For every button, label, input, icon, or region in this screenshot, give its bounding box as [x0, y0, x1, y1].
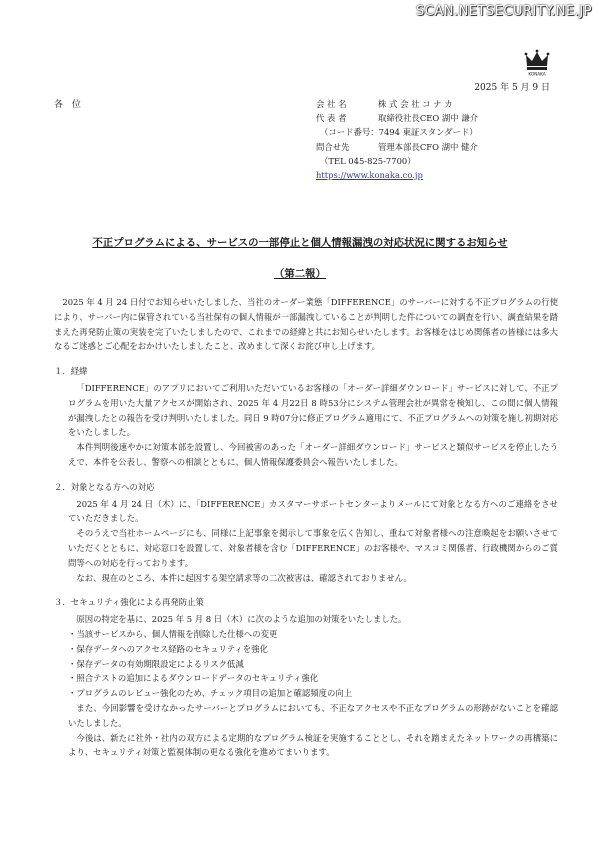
contact-row — [316, 140, 478, 154]
section-heading: １．経緯 — [54, 366, 88, 377]
company-name-row — [316, 97, 478, 111]
measure-item: ・保存データへのアクセス経路のセキュリティを強化 — [68, 643, 268, 654]
measures-list — [54, 627, 558, 701]
section-background — [54, 364, 558, 470]
notice-body — [54, 295, 558, 760]
company-url-link[interactable]: https://www.konaka.co.jp — [316, 170, 423, 181]
section-lead: 原因の特定を基に、2025 年 5 月 8 日（木）に次のような追加の対策をいたしました。 — [76, 614, 407, 625]
company-name-label: 会 社 名 — [316, 99, 347, 109]
contact-value: 管理本部長CFO 湖中 健介 — [378, 141, 478, 152]
section-heading: ２．対象となる方への対応 — [54, 481, 155, 492]
measure-item: ・当該サービスから、個人情報を削除した仕様への変更 — [68, 628, 278, 639]
company-name-value: 株 式 会 社 コ ナ カ — [378, 99, 453, 109]
section-paragraph: 2025 年 4 月 24 日（木）に、「DIFFERENCE」カスタマーサポートセンターよりメールにて対象となる方へのご連絡をさせていただきました。 — [68, 498, 558, 524]
representative-label: 代 表 者 — [316, 113, 347, 124]
measure-item: ・プログラムのレビュー強化のため、チェック項目の追加と確認頻度の向上 — [68, 688, 353, 699]
section-heading: ３．セキュリティ強化による再発防止策 — [54, 597, 204, 608]
document-date: 2025 年 5 月 9 日 — [474, 83, 550, 93]
representative-value: 取締役社長CEO 湖中 謙介 — [378, 113, 479, 124]
section-paragraph: 「DIFFERENCE」のアプリにおいてご利用いただいているお客様の「オーダー詳細ダウンロード」サービスに対して、不正プログラムを用いた大量アクセスが開始され、2025 年 4 月22日 8 時53分にシステム管理会社が異常を検知し、この間に個人情報が漏洩したとの報告を受け判明いたしました。同日 9 時07分に修正プログラム適用にて、不正プログラムへの対策を施し初期対応をいたしました。 — [68, 382, 558, 438]
section-paragraph: 今後は、新たに社外・社内の双方による定期的なプログラム検証を実施することとし、それを踏まえたネットワークの再構築により、セキュリティ対策と監視体制の更なる強化を進めてまいります。 — [68, 732, 558, 758]
section-paragraph: 本件判明後速やかに対策本部を設置し、今回被害のあった「オーダー詳細ダウンロード」サービスと類似サービスを停止したうえで、本件を公表し、警察への相談とともに、個人情報保護委員会へ報告いたしました。 — [68, 442, 558, 467]
measure-item: ・照合テストの追加によるダウンロードデータのセキュリティ強化 — [68, 673, 319, 684]
logo-text: KONAKA — [528, 71, 546, 76]
representative-row — [316, 111, 478, 125]
section-paragraph: なお、現在のところ、本件に起因する架空請求等の二次被害は、確認されておりません。 — [76, 572, 412, 583]
stock-code: （コード番号：7494 東証スタンダード） — [320, 127, 478, 138]
contact-label: 問合せ先 — [316, 141, 350, 152]
notice-subtitle: （第二報） — [274, 268, 326, 280]
site-watermark: SCAN.NETSECURITY.NE.JP — [415, 4, 592, 19]
addressee: 各 位 — [54, 100, 84, 110]
section-affected-response — [54, 480, 558, 586]
notice-title: 不正プログラムによる、サービスの一部停止と個人情報漏洩の対応状況に関するお知らせ — [92, 237, 508, 249]
measure-item: ・保存データの有効期限設定によるリスク低減 — [68, 658, 244, 669]
section-paragraph: また、今回影響を受けなかったサーバーとプログラムにおいても、不正なアクセスや不正なプログラムの形跡がないことを確認いたしました。 — [68, 702, 558, 728]
section-prevention — [54, 595, 558, 760]
company-info-block — [316, 97, 478, 182]
konaka-crown-logo — [522, 46, 552, 76]
phone-number: （TEL 045-825-7700） — [320, 155, 416, 166]
section-paragraph: そのうえで当社ホームページにも、同様に上記事象を掲示して事象を広く告知し、重ねて対象者様への注意喚起をお願いさせていただくとともに、対応窓口を設置して、対象者様を含む「DIFFERENCE」のお客様や、マスコミ関係者、行政機関からのご質問等への対応を行っております。 — [68, 528, 558, 568]
intro-paragraph: 2025 年 4 月 24 日付でお知らせいたしました、当社のオーダー業態「DIFFERENCE」のサーバーに対する不正プログラムの行使により、サーバー内に保管されている当社保有の個人情報が一部漏洩していることが判明した件についての調査を行い、調査結果を踏まえた再発防止策の実装を完了いたしましたので、これまでの経緯と共にお知らせいたします。お客様をはじめ関係者の皆様には多大なるご迷惑とご心配をおかけいたしましたこと、改めまして深くお詫び申し上げます。 — [54, 297, 558, 352]
